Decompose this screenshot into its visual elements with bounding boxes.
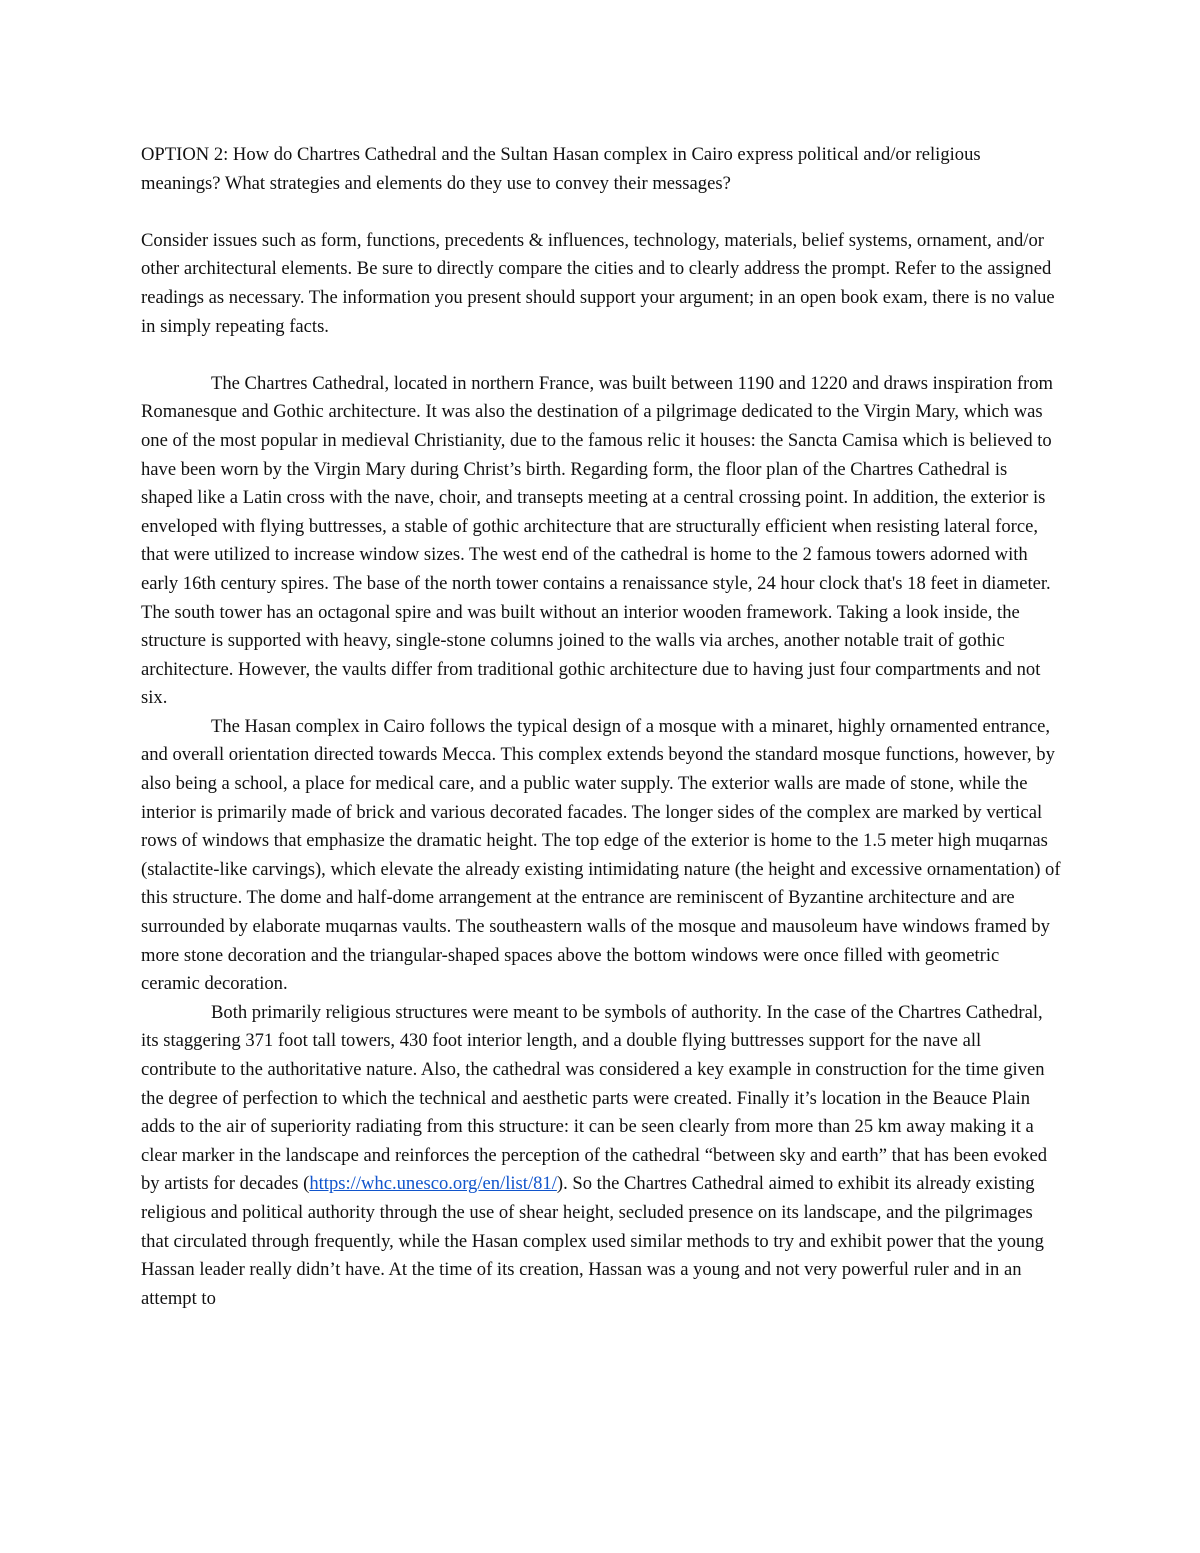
exam-prompt: OPTION 2: How do Chartres Cathedral and the Sultan Hasan complex in Cairo express political and/or religious meanings? What strategies and elements do they use to convey their messages? bbox=[141, 144, 981, 194]
exam-instructions: Consider issues such as form, functions, precedents & influences, technology, materials, belief systems, ornament, and/or other architectural elements. Be sure to directly compare the cities and to clearly address the prompt. Refer to the assigned readings as necessary. The information you present should support your argument; in an open book exam, there is no value in simply repeating facts. bbox=[141, 229, 1055, 337]
paragraph-chartres: The Chartres Cathedral, located in northern France, was built between 1190 and 1220 and draws inspiration from Romanesque and Gothic architecture. It was also the destination of a pilgrimage dedicated to the Virgin Mary, which was one of the most popular in medieval Christianity, due to the famous relic it houses: the Sancta Camisa which is believed to have been worn by the Virgin Mary during Christ’s birth. Regarding form, the floor plan of the Chartres Cathedral is shaped like a Latin cross with the nave, choir, and transepts meeting at a central crossing point. In addition, the exterior is enveloped with flying buttresses, a stable of gothic architecture that are structurally efficient when resisting lateral force, that were utilized to increase window sizes. The west end of the cathedral is home to the 2 famous towers adorned with early 16th century spires. The base of the north tower contains a renaissance style, 24 hour clock that's 18 feet in diameter. The south tower has an octagonal spire and was built without an interior wooden framework. Taking a look inside, the structure is supported with heavy, single-stone columns joined to the walls via arches, another notable trait of gothic architecture. However, the vaults differ from traditional gothic architecture due to having just four compartments and not six. bbox=[141, 372, 1053, 709]
document-body bbox=[141, 141, 1061, 1313]
paragraph-comparison-text-end: ). So the Chartres Cathedral aimed to exhibit its already existing religious and political authority through the use of shear height, secluded presence on its landscape, and the pilgrimages that circulated through frequently, while the Hasan complex used similar methods to try and exhibit power that the young Hassan leader really didn’t have. At the time of its creation, Hassan was a young and not very powerful ruler and in an attempt to bbox=[141, 1173, 1044, 1309]
paragraph-hasan: The Hasan complex in Cairo follows the typical design of a mosque with a minaret, highly ornamented entrance, and overall orientation directed towards Mecca. This complex extends beyond the standard mosque functions, however, by also being a school, a place for medical care, and a public water supply. The exterior walls are made of stone, while the interior is primarily made of brick and various decorated facades. The longer sides of the complex are marked by vertical rows of windows that emphasize the dramatic height. The top edge of the exterior is home to the 1.5 meter high muqarnas (stalactite-like carvings), which elevate the already existing intimidating nature (the height and excessive ornamentation) of this structure. The dome and half-dome arrangement at the entrance are reminiscent of Byzantine architecture and are surrounded by elaborate muqarnas vaults. The southeastern walls of the mosque and mausoleum have windows framed by more stone decoration and the triangular-shaped spaces above the bottom windows were once filled with geometric ceramic decoration. bbox=[141, 715, 1061, 995]
paragraph-comparison bbox=[141, 999, 1061, 1314]
unesco-link[interactable]: https://whc.unesco.org/en/list/81/ bbox=[309, 1173, 557, 1195]
paragraph-comparison-text-start: Both primarily religious structures were meant to be symbols of authority. In the case of the Chartres Cathedral, its staggering 371 foot tall towers, 430 foot interior length, and a double flying buttresses support for the nave all contribute to the authoritative nature. Also, the cathedral was considered a key example in construction for the time given the degree of perfection to which the technical and aesthetic parts were created. Finally it’s location in the Beauce Plain adds to the air of superiority radiating from this structure: it can be seen clearly from more than 25 km away making it a clear marker in the landscape and reinforces the perception of the cathedral “between sky and earth” that has been evoked by artists for decades ( bbox=[141, 1001, 1048, 1195]
